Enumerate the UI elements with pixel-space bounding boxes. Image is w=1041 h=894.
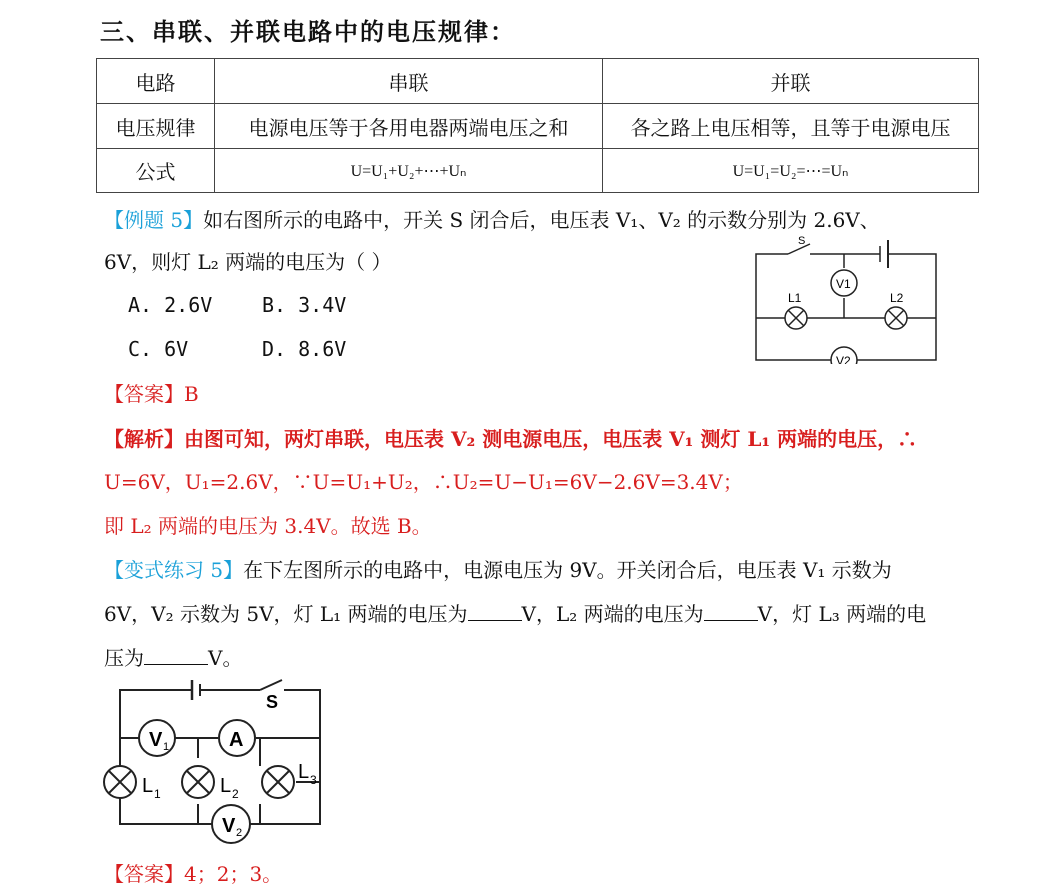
answer-value: 4；2；3。 [184, 862, 283, 886]
practice5-line1 [104, 554, 892, 583]
v1-sub: 1 [163, 741, 170, 753]
option-c: C. 6V [128, 337, 189, 361]
practice5-text: V。 [208, 646, 243, 670]
practice5-text: V，灯 L₃ 两端的电 [757, 602, 927, 626]
example5-answer [104, 378, 199, 407]
answer-tag: 【答案】 [104, 862, 184, 886]
practice5-answer [104, 858, 282, 887]
example5-question: 如右图所示的电路中，开关 S 闭合后，电压表 V₁、V₂ 的示数分别为 2.6V、 [203, 208, 880, 232]
voltage-rules-table [96, 58, 979, 193]
practice5-circuit-diagram [100, 674, 332, 850]
switch-label: S [266, 692, 279, 712]
table-header-parallel: 并联 [603, 59, 979, 104]
table-row [97, 104, 979, 149]
ammeter-label: A [229, 729, 244, 751]
v1-label: V1 [836, 277, 851, 291]
table-header-series: 串联 [215, 59, 603, 104]
analysis-line3: 即 L₂ 两端的电压为 3.4V。故选 B。 [104, 514, 432, 538]
example5-circuit-diagram [748, 232, 944, 364]
example5-line2: 6V，则灯 L₂ 两端的电压为（ ） [104, 250, 392, 274]
practice5-text: V，L₂ 两端的电压为 [521, 602, 704, 626]
blank-l2 [704, 602, 758, 621]
blank-l1 [468, 602, 522, 621]
l3-label: L [298, 761, 310, 783]
switch-label: S [798, 235, 806, 247]
example5-line1 [104, 204, 880, 233]
analysis-text: 由图可知，两灯串联，电压表 V₂ 测电源电压，电压表 V₁ 测灯 L₁ 两端的电压，∴ [184, 427, 918, 451]
table-cell: 电源电压等于各用电器两端电压之和 [215, 104, 603, 149]
table-cell: 公式 [97, 149, 215, 193]
table-row [97, 149, 979, 193]
l2-sub: 2 [232, 787, 239, 801]
l2-label: L2 [890, 291, 904, 305]
v2-sub: 2 [236, 827, 243, 839]
practice5-question: 在下左图所示的电路中，电源电压为 9V。开关闭合后，电压表 V₁ 示数为 [243, 558, 892, 582]
practice5-line3 [104, 642, 242, 671]
analysis-tag: 【解析】 [104, 427, 184, 451]
l3-sub: 3 [310, 773, 317, 787]
section-title: 三、串联、并联电路中的电压规律： [100, 18, 516, 46]
practice5-text: 压为 [104, 646, 144, 670]
option-d: D. 8.6V [262, 337, 347, 361]
l1-sub: 1 [154, 787, 161, 801]
l1-label: L [142, 775, 154, 797]
formula-series: U=U₁+U₂+⋯+Uₙ [215, 149, 603, 193]
l2-label: L [220, 775, 232, 797]
analysis-line1 [104, 423, 917, 452]
option-b: B. 3.4V [262, 293, 347, 317]
v1-label: V [149, 729, 163, 751]
practice5-text: 6V，V₂ 示数为 5V，灯 L₁ 两端的电压为 [104, 602, 468, 626]
table-cell: 各之路上电压相等，且等于电源电压 [603, 104, 979, 149]
answer-value: B [184, 382, 199, 406]
formula-parallel: U=U₁=U₂=⋯=Uₙ [603, 149, 979, 193]
table-row [97, 59, 979, 104]
table-header-circuit: 电路 [97, 59, 215, 104]
blank-l3 [144, 646, 208, 665]
v2-label: V [222, 815, 236, 837]
table-cell: 电压规律 [97, 104, 215, 149]
option-a: A. 2.6V [128, 293, 213, 317]
answer-tag: 【答案】 [104, 382, 184, 406]
practice5-tag: 【变式练习 5】 [104, 558, 244, 582]
l1-label: L1 [788, 291, 802, 305]
practice5-line2 [104, 598, 926, 627]
analysis-line2: U=6V，U₁=2.6V，∵U=U₁+U₂，∴U₂=U−U₁=6V−2.6V=3.4V； [104, 470, 743, 494]
v2-label: V2 [836, 354, 851, 364]
example5-tag: 【例题 5】 [104, 208, 204, 232]
